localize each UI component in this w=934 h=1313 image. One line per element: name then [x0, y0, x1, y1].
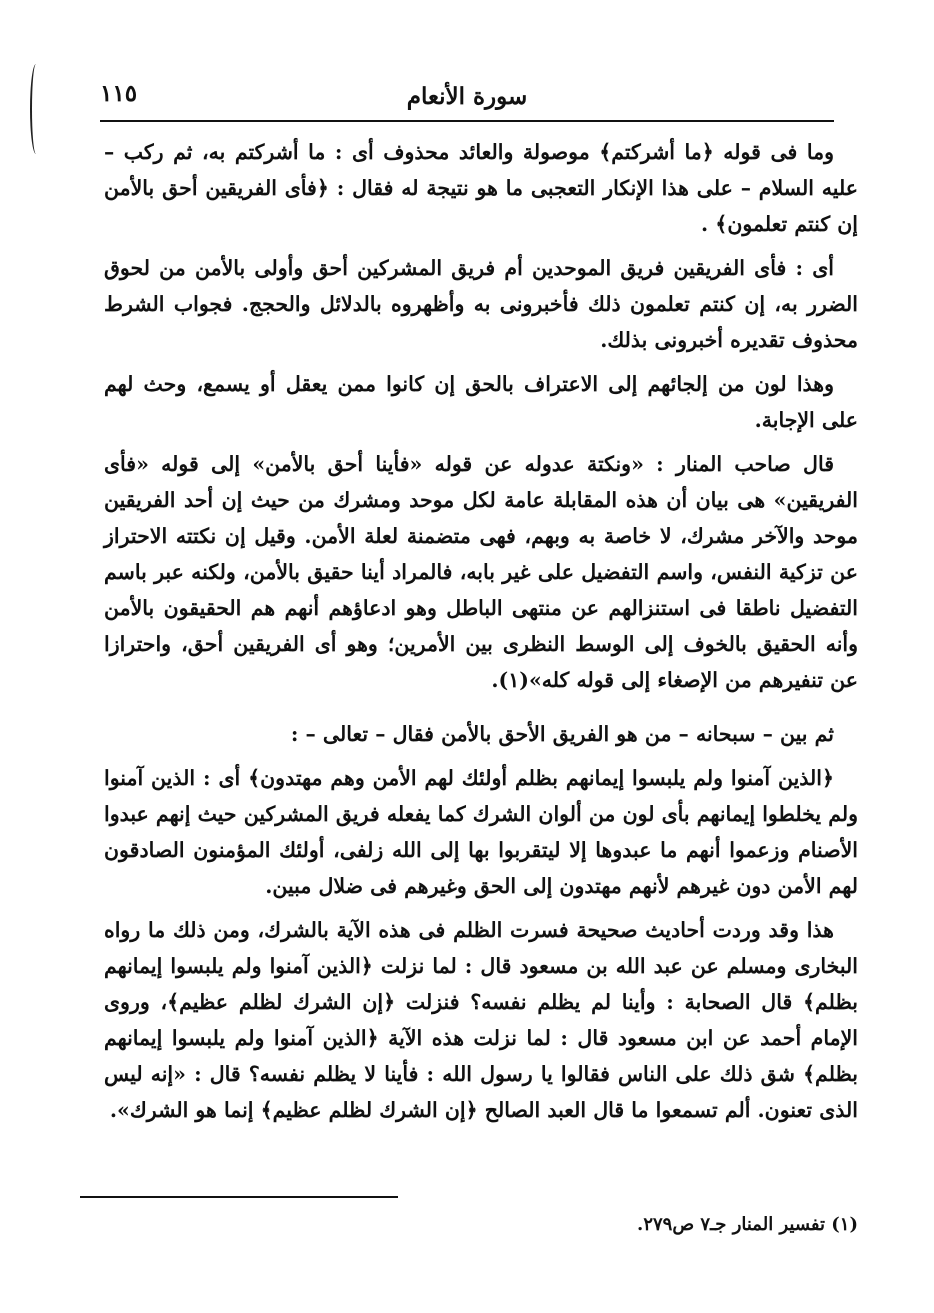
surah-title: سورة الأنعام [406, 82, 528, 110]
main-text [104, 134, 858, 1136]
footnote: (١) تفسير المنار جـ٧ ص٢٧٩. [637, 1214, 858, 1235]
header-divider [100, 120, 834, 122]
paragraph: وما فى قوله ﴿ما أشركتم﴾ موصولة والعائد محذوف أى : ما أشركتم به، ثم ركب – عليه السلام – على هذا الإنكار التعجبى ما هو نتيجة له فقال : ﴿فأى الفريقين أحق بالأمن إن كنتم تعلمون﴾ . [104, 140, 858, 236]
paragraph: ﴿الذين آمنوا ولم يلبسوا إيمانهم بظلم أولئك لهم الأمن وهم مهتدون﴾ أى : الذين آمنوا ولم يخلطوا إيمانهم بأى لون من ألوان الشرك كما يفعله فريق المشركين حيث إنهم عبدوا الأصنام وزعموا أنهم ما عبدوها إلا ليتقربوا بها إلى الله زلفى، أولئك المؤمنون الصادقون لهم الأمن دون غيرهم لأنهم مهتدون إلى الحق وغيرهم فى ضلال مبين. [104, 766, 858, 898]
footnote-divider [80, 1196, 398, 1198]
paragraph: قال صاحب المنار : «ونكتة عدوله عن قوله «فأينا أحق بالأمن» إلى قوله «فأى الفريقين» هى بيان أن هذه المقابلة عامة لكل موحد ومشرك من حيث إن أحد الفريقين موحد والآخر مشرك، لا خاصة به وبهم، فهى متضمنة لعلة الأمن. وقيل إن نكتته الاحتراز عن تزكية النفس، واسم التفضيل على غير بابه، فالمراد أينا حقيق بالأمن، ولكنه عبر باسم التفضيل ناطقا فى استنزالهم عن منتهى الباطل وهو ادعاؤهم أنهم هم الحقيقون بالأمن وأنه الحقيق بالخوف إلى الوسط النظرى بين الأمرين؛ وهو أى الفريقين أحق، واحترازا عن تنفيرهم من الإصغاء إلى قوله كله»(١). [104, 452, 858, 692]
page-header [100, 76, 834, 116]
paragraph: وهذا لون من إلجائهم إلى الاعتراف بالحق إن كانوا ممن يعقل أو يسمع، وحث لهم على الإجابة. [104, 372, 858, 432]
paragraph: هذا وقد وردت أحاديث صحيحة فسرت الظلم فى هذه الآية بالشرك، ومن ذلك ما رواه البخارى ومسلم عن عبد الله بن مسعود قال : لما نزلت ﴿الذين آمنوا ولم يلبسوا إيمانهم بظلم﴾ قال الصحابة : وأينا لم يظلم نفسه؟ فنزلت ﴿إن الشرك لظلم عظيم﴾، وروى الإمام أحمد عن ابن مسعود قال : لما نزلت هذه الآية ﴿الذين آمنوا ولم يلبسوا إيمانهم بظلم﴾ شق ذلك على الناس فقالوا يا رسول الله : فأينا لا يظلم نفسه؟ قال : «إنه ليس الذى تعنون. ألم تسمعوا ما قال العبد الصالح ﴿إن الشرك لظلم عظيم﴾ إنما هو الشرك». [104, 918, 858, 1122]
scan-edge-mark [30, 64, 42, 154]
paragraph: ثم بين – سبحانه – من هو الفريق الأحق بالأمن فقال – تعالى – : [290, 722, 834, 746]
paragraph: أى : فأى الفريقين فريق الموحدين أم فريق المشركين أحق وأولى بالأمن من لحوق الضرر به، إن كنتم تعلمون ذلك فأخبرونى به وأظهروه بالدلائل والحجج. فجواب الشرط محذوف تقديره أخبرونى بذلك. [104, 256, 858, 352]
page-number: ١١٥ [100, 80, 138, 107]
